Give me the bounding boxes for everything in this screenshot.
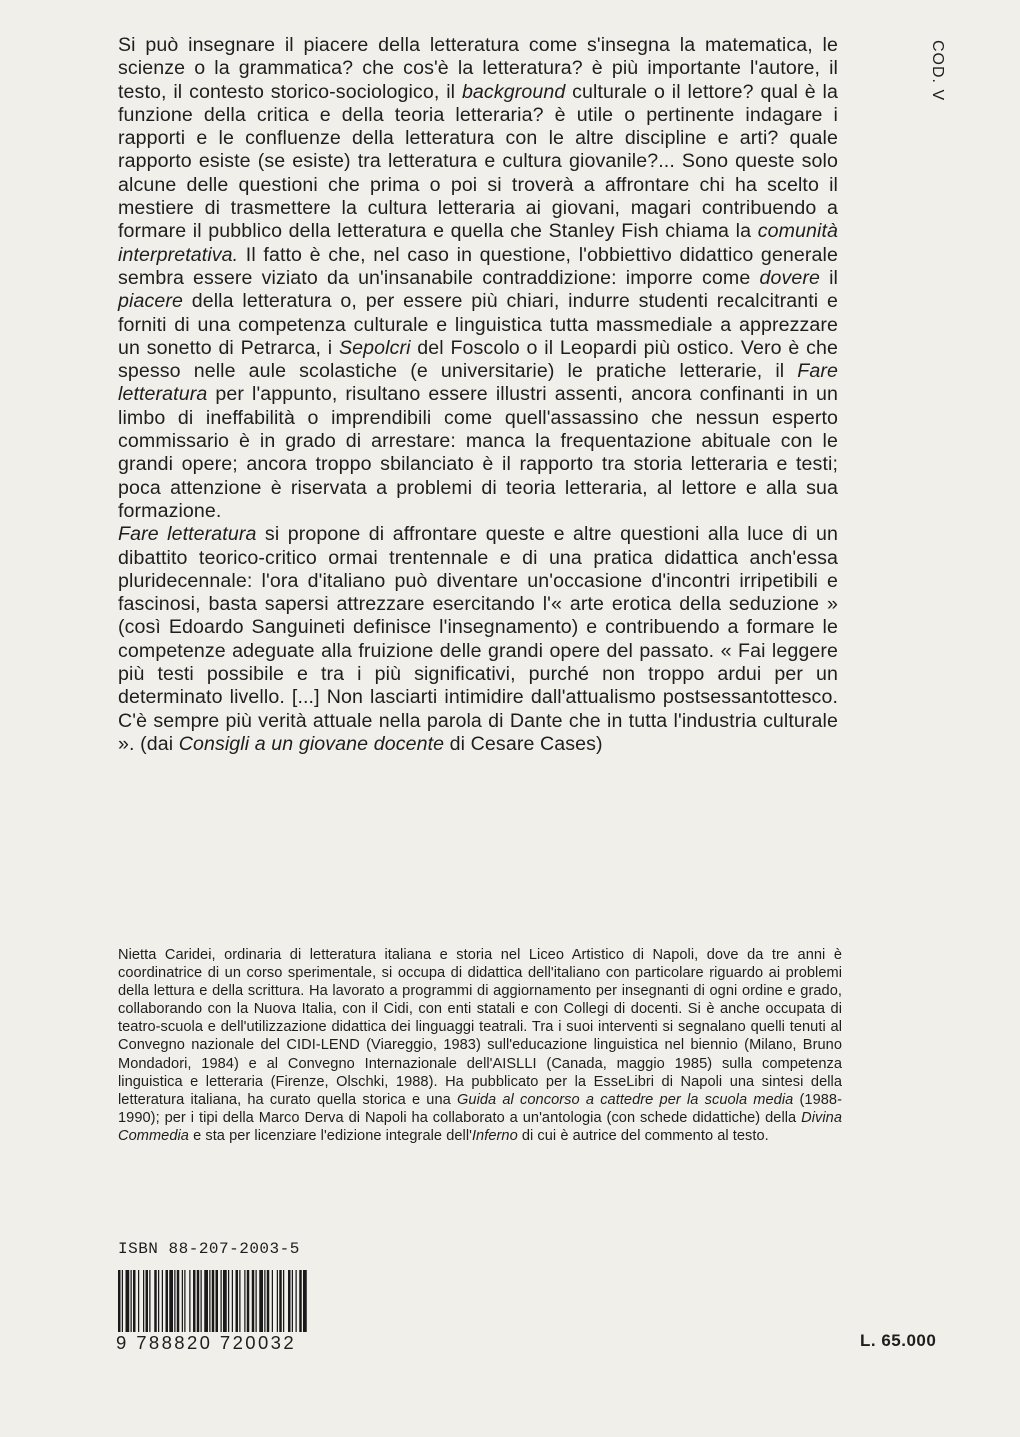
barcode-bar [146,1270,149,1332]
barcode-bar [177,1270,180,1332]
barcode-bar [143,1270,144,1332]
barcode-bar [212,1270,215,1332]
barcode-bar [244,1270,245,1332]
price-label: L. 65.000 [860,1331,937,1350]
barcode-digits: 9 788820 720032 [116,1332,297,1353]
barcode-bar [277,1270,278,1332]
barcode-bar [264,1270,265,1332]
barcode-bar [204,1270,208,1332]
barcode-bar [193,1270,196,1332]
barcode-bar [288,1270,291,1332]
barcode-bar [252,1270,255,1332]
barcode-bar [154,1270,157,1332]
barcode-bar [232,1270,233,1332]
barcode-bar [216,1270,219,1332]
barcode-bar [174,1270,175,1332]
barcode-bar [256,1270,257,1332]
barcode-bar [292,1270,293,1332]
barcode-bar [267,1270,270,1332]
side-code-text: COD. V [929,40,946,102]
barcode-bar [279,1270,282,1332]
blurb-text [118,34,838,756]
barcode-bar [272,1270,273,1332]
barcode-bar [162,1270,163,1332]
barcode-bar [228,1270,229,1332]
barcode-bar [138,1270,139,1332]
barcode-bar [299,1270,302,1332]
blurb-paragraph-1: Si può insegnare il piacere della letteratura come s'insegna la matematica, le scienze o la grammatica? che cos'è la letteratura? è più importante l'autore, il testo, il contesto storico-sociologico, il background culturale o il lettore? qual è la funzione della critica e della teoria letteraria? è utile o pertinente indagare i rapporti e le confluenze della letteratura con le altre discipline e arti? quale rapporto esiste (se esiste) tra letteratura e cultura giovanile?... Sono queste solo alcune delle questioni che prima o poi si troverà a affrontare chi ha scelto il mestiere di trasmettere la cultura letteraria ai giovani, magari contribuendo a formare il pubblico della letteratura e quella che Stanley Fish chiama la comunità interpretativa. Il fatto è che, nel caso in questione, l'obbiettivo didattico generale sembra essere viziato da un'insanabile contraddizione: imporre come dovere il piacere della letteratura o, per essere più chiari, indurre studenti recalcitranti e forniti di una competenza culturale e linguistica tutta massmediale a apprezzare un sonetto di Petrarca, i Sepolcri del Foscolo o il Leopardi più ostico. Vero è che spesso nelle aule scolastiche (e universitarie) le pratiche letterarie, il Fare letteratura per l'appunto, risultano essere illustri assenti, ancora confinanti in un limbo di ineffabilità o imprendibili come quell'assassino che nessun esperto commissario è in grado di arrestare: manca la frequentazione abituale con le grandi opere; ancora troppo sbilanciato è il rapporto tra storia letteraria e testi; poca attenzione è riservata a problemi di teoria letteraria, al lettore e alla sua formazione. [118,34,839,522]
blurb-paragraph-2: Fare letteratura si propone di affrontare queste e altre questioni alla luce di un dibattito teorico-critico ormai trentennale e di una pratica didattica anch'essa pluridecennale: l'ora d'italiano può diventare un'occasione d'incontri irripetibili e fascinosi, basta sapersi attrezzare esercitando l'« arte erotica della seduzione » (così Edoardo Sanguineti definisce l'insegnamento) e contribuendo a formare le competenze adeguate alla fruizione delle grandi opere del passato. « Fai leggere più testi possibile e tra i più significativi, purché non troppo ardui per un determinato livello. [...] Non lasciarti intimidire dall'attualismo postsessantottesco. C'è sempre più verità attuale nella parola di Dante che in tutta l'industria culturale ». (dai Consigli a un giovane docente di Cesare Cases) [118,523,838,755]
isbn-label: ISBN 88-207-2003-5 [118,1240,300,1258]
barcode [116,1270,308,1332]
barcode-bar [122,1270,123,1332]
barcode-bar [296,1270,297,1332]
barcode-bar [247,1270,250,1332]
author-bio: Nietta Caridei, ordinaria di letteratura italiana e storia nel Liceo Artistico di Napoli, dove da tre anni è coordinatrice di un corso sperimentale, si occupa di didattica dell'italiano con particolare riguardo ai problemi della lettura e della scrittura. Ha lavorato a programmi di aggiornamento per insegnanti di ogni ordine e grado, collaborando con la Nuova Italia, con il Cidi, con enti statali e con Collegi di docenti. Si è anche occupata di teatro-scuola e dell'utilizzazione didattica dei linguaggi teatrali. Tra i suoi interventi si segnalano quelli tenuti al Convegno nazionale del CIDI-LEND (Viareggio, 1983) sull'educazione linguistica nel biennio (Milano, Bruno Mondadori, 1984) e al Convegno Internazionale dell'AISLLI (Canada, maggio 1985) sulla competenza linguistica e letteraria (Firenze, Olschki, 1988). Ha pubblicato per la EsseLibri di Napoli una sintesi della letteratura italiana, ha curato quella storica e una Guida al concorso a cattedre per la scuola media (1988-1990); per i tipi della Marco Derva di Napoli ha collaborato a un'antologia (con schede didattiche) della Divina Commedia e sta per licenziare l'edizione integrale dell'Inferno di cui è autrice del commento al testo. [118,947,842,1144]
barcode-bar [303,1270,307,1332]
barcode-bar [126,1270,130,1332]
barcode-bar [118,1270,121,1332]
barcode-bar [133,1270,136,1332]
barcode-bar [189,1270,190,1332]
barcode-bar [158,1270,159,1332]
barcode-bar [201,1270,202,1332]
barcode-bar [166,1270,169,1332]
barcode-bar [209,1270,210,1332]
barcode-bar [197,1270,200,1332]
barcode-bar [184,1270,185,1332]
barcode-bar [169,1270,173,1332]
side-code [918,40,958,130]
barcode-bar [221,1270,222,1332]
barcode-bar [223,1270,227,1332]
barcode-bar [259,1270,263,1332]
barcode-bar [149,1270,150,1332]
barcode-bar [239,1270,240,1332]
barcode-bar [182,1270,183,1332]
barcode-bar [236,1270,239,1332]
barcode-bar [131,1270,132,1332]
barcode-bar [283,1270,284,1332]
